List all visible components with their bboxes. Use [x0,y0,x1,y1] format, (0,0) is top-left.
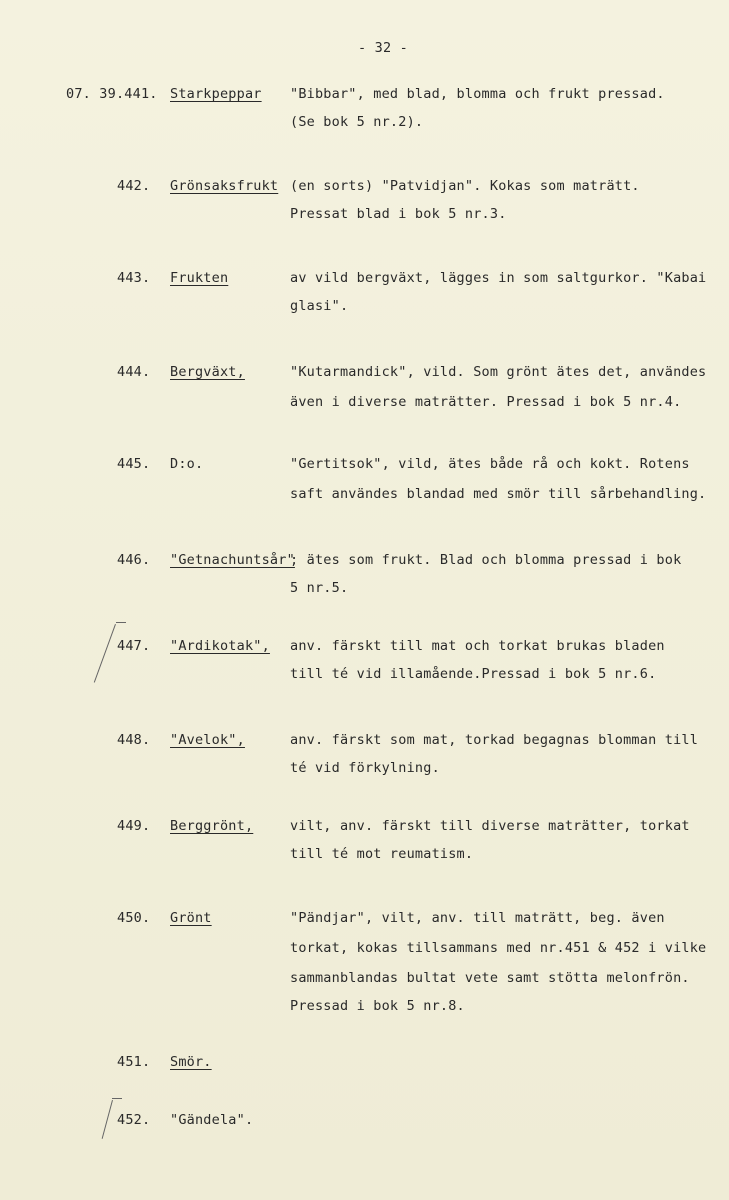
entry-name: Smör. [170,1054,212,1070]
entry-text-line: 5 nr.5. [290,580,349,596]
entry-name: D:o. [170,456,204,472]
margin-mark [94,624,116,683]
entry-text-line: anv. färskt som mat, torkad begagnas blomman till [290,732,699,748]
entry-number: 449. [117,818,151,834]
entry-name: Grönt [170,910,212,926]
entry-text-line: (Se bok 5 nr.2). [290,114,424,130]
entry-number: 446. [117,552,151,568]
entry-name: "Avelok", [170,732,245,748]
entry-text-line: torkat, kokas tillsammans med nr.451 & 452 i vilke [290,940,707,956]
entry-text-line: "Kutarmandick", vild. Som grönt ätes det, användes [290,364,707,380]
entry-text-line: sammanblandas bultat vete samt stötta melonfrön. [290,970,690,986]
entry-text-line: till té mot reumatism. [290,846,474,862]
entry-name: Starkpeppar [170,86,262,102]
entry-number: 447. [117,638,151,654]
entry-text-line: "Pändjar", vilt, anv. till maträtt, beg. även [290,910,665,926]
entry-name: Berggrönt, [170,818,254,834]
entry-number: 444. [117,364,151,380]
entry-text-line: Pressad i bok 5 nr.8. [290,998,465,1014]
page-number: - 32 - [358,40,408,56]
entry-text-line: "Gertitsok", vild, ätes både rå och kokt. Rotens [290,456,690,472]
entry-text-line: Pressat blad i bok 5 nr.3. [290,206,507,222]
margin-mark [102,1100,113,1139]
entry-number: 443. [117,270,151,286]
entry-name: "Ardikotak", [170,638,270,654]
entry-text-line: té vid förkylning. [290,760,440,776]
entry-name: Grönsaksfrukt [170,178,279,194]
entry-text-line: "Bibbar", med blad, blomma och frukt pressad. [290,86,665,102]
margin-mark [112,1098,122,1099]
entry-text-line: vilt, anv. färskt till diverse maträtter, torkat [290,818,690,834]
entry-text-line: glasi". [290,298,349,314]
entry-number: 448. [117,732,151,748]
entry-name: Bergväxt, [170,364,245,380]
entry-text-line: saft användes blandad med smör till sårbehandling. [290,486,707,502]
entry-number: 450. [117,910,151,926]
entry-text-line: ; ätes som frukt. Blad och blomma pressad i bok [290,552,682,568]
entry-number: 07. 39.441. [66,86,158,102]
margin-mark [116,622,126,623]
entry-name: "Getnachuntsår" [170,552,295,568]
entry-number: 452. [117,1112,151,1128]
entry-name: Frukten [170,270,229,286]
entry-text-line: till té vid illamående.Pressad i bok 5 nr.6. [290,666,657,682]
entry-text-line: anv. färskt till mat och torkat brukas bladen [290,638,665,654]
entry-number: 445. [117,456,151,472]
entry-number: 442. [117,178,151,194]
entry-number: 451. [117,1054,151,1070]
entry-text-line: av vild bergväxt, lägges in som saltgurkor. "Kabai [290,270,707,286]
entry-text-line: (en sorts) "Patvidjan". Kokas som maträtt. [290,178,640,194]
entry-text-line: även i diverse maträtter. Pressad i bok 5 nr.4. [290,394,682,410]
entry-name: "Gändela". [170,1112,254,1128]
